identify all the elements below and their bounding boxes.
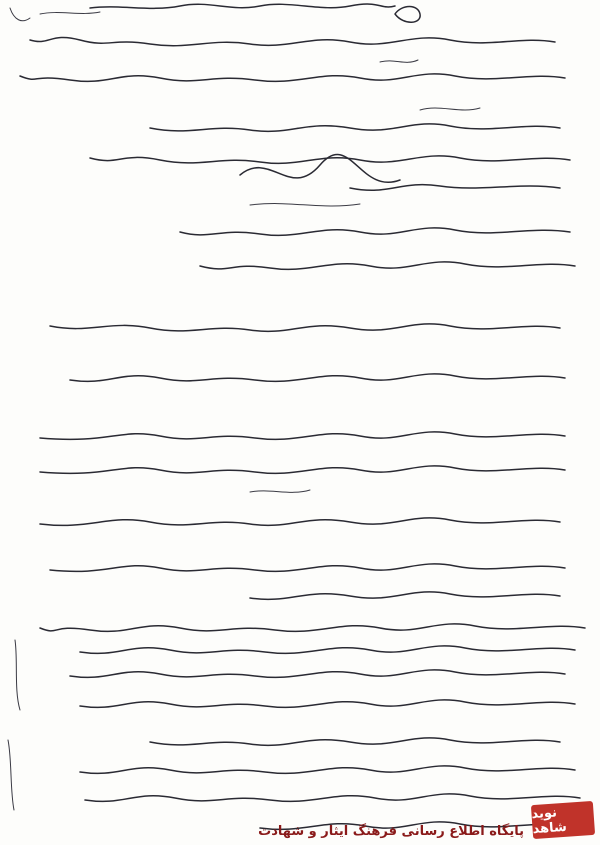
watermark-logo [258, 799, 594, 839]
logo-mark-text: نوید شاهد [531, 805, 568, 838]
title-line [10, 4, 395, 21]
logo-text: پایگاه اطلاع رسانی فرهنگ ایثار و شهادت [258, 824, 524, 839]
logo-mark [531, 801, 595, 839]
